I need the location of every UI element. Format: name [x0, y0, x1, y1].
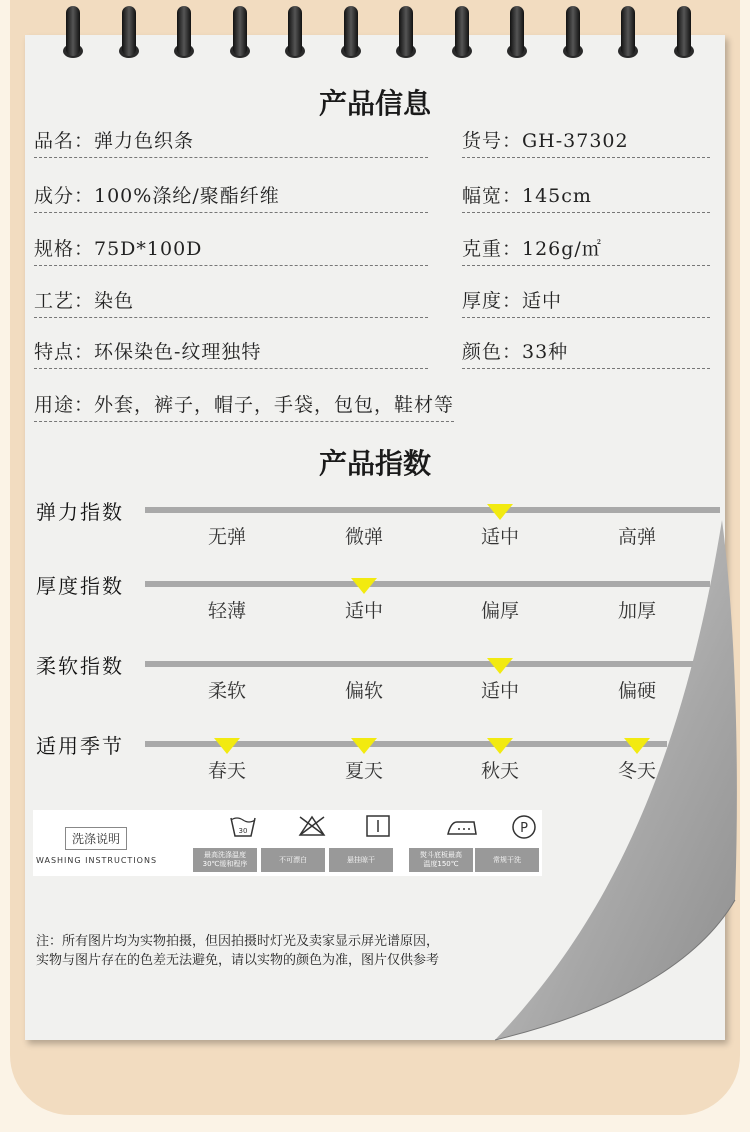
washing-item	[261, 814, 325, 874]
washing-item	[329, 814, 393, 874]
washing-item-label	[409, 848, 473, 872]
index-marker	[351, 738, 377, 754]
washing-instructions-panel	[33, 810, 542, 876]
index-tick-label: 偏硬	[617, 680, 656, 702]
washing-item	[475, 814, 539, 874]
washing-label-line: 悬挂晾干	[347, 855, 375, 864]
index-tick-label: 冬天	[617, 760, 656, 782]
washing-label-line: 常规干洗	[493, 855, 521, 864]
index-tick-label: 柔软	[207, 680, 246, 702]
washing-subtitle: WASHING INSTRUCTIONS	[36, 856, 158, 865]
index-bar	[145, 507, 720, 513]
washing-label-line: 不可漂白	[279, 855, 307, 864]
product-index-title: 产品指数	[318, 447, 431, 480]
index-bar	[145, 661, 693, 667]
index-tick-label: 适中	[344, 600, 383, 622]
index-tick-label: 无弹	[207, 526, 246, 548]
field-craft: 工艺：染色	[34, 286, 428, 318]
field-colors: 颜色：33种	[462, 337, 710, 369]
field-feature: 特点：环保染色-纹理独特	[34, 337, 428, 369]
field-usage: 用途：外套，裤子，帽子，手袋，包包，鞋材等	[34, 390, 454, 422]
washing-label-line: 30℃缓和程序	[202, 860, 248, 868]
field-thickness: 厚度：适中	[462, 286, 710, 318]
washing-item-label	[261, 848, 325, 872]
index-marker	[624, 738, 650, 754]
field-item-no: 货号：GH-37302	[462, 126, 710, 158]
index-marker	[487, 738, 513, 754]
washing-item	[193, 814, 257, 874]
index-marker	[487, 504, 513, 520]
svg-text:30: 30	[238, 827, 248, 835]
washing-item-label	[193, 848, 257, 872]
washing-item-label	[475, 848, 539, 872]
disclaimer-note	[36, 932, 556, 970]
index-label: 适用季节	[36, 734, 124, 758]
field-spec: 规格：75D*100D	[34, 234, 428, 266]
index-tick-label: 加厚	[617, 600, 656, 622]
index-tick-label: 秋天	[480, 760, 519, 782]
washing-item	[409, 814, 473, 874]
index-bar	[145, 581, 710, 587]
washing-item-label	[329, 848, 393, 872]
index-tick-label: 春天	[207, 760, 246, 782]
washing-title: 洗涤说明	[65, 827, 127, 850]
index-tick-label: 适中	[480, 526, 519, 548]
index-label: 厚度指数	[36, 574, 124, 598]
index-marker	[351, 578, 377, 594]
index-tick-label: 适中	[480, 680, 519, 702]
washing-label-line: 最高洗涤温度	[204, 851, 246, 859]
note-line-2: 实物与图片存在的色差无法避免，请以实物的颜色为准，图片仅供参考	[36, 953, 440, 968]
field-weight: 克重：126g/㎡	[462, 234, 710, 266]
note-line-1: 注：所有图片均为实物拍摄，但因拍摄时灯光及卖家显示屏光谱原因，	[36, 934, 440, 949]
index-tick-label: 高弹	[617, 526, 656, 548]
index-tick-label: 偏软	[344, 680, 383, 702]
washing-label-line: 熨斗底板最高	[420, 851, 462, 859]
field-name: 品名：弹力色织条	[34, 126, 428, 158]
index-label: 柔软指数	[36, 654, 124, 678]
washing-label-line: 温度150℃	[423, 860, 459, 868]
index-label: 弹力指数	[36, 500, 124, 524]
index-tick-label: 偏厚	[480, 600, 519, 622]
svg-text:P: P	[520, 821, 528, 836]
field-width: 幅宽：145cm	[462, 181, 710, 213]
field-composition: 成分：100%涤纶/聚酯纤维	[34, 181, 428, 213]
index-tick-label: 轻薄	[207, 600, 246, 622]
index-marker	[487, 658, 513, 674]
product-info-title: 产品信息	[318, 87, 431, 120]
index-tick-label: 微弹	[344, 526, 383, 548]
index-marker	[214, 738, 240, 754]
index-tick-label: 夏天	[344, 760, 383, 782]
